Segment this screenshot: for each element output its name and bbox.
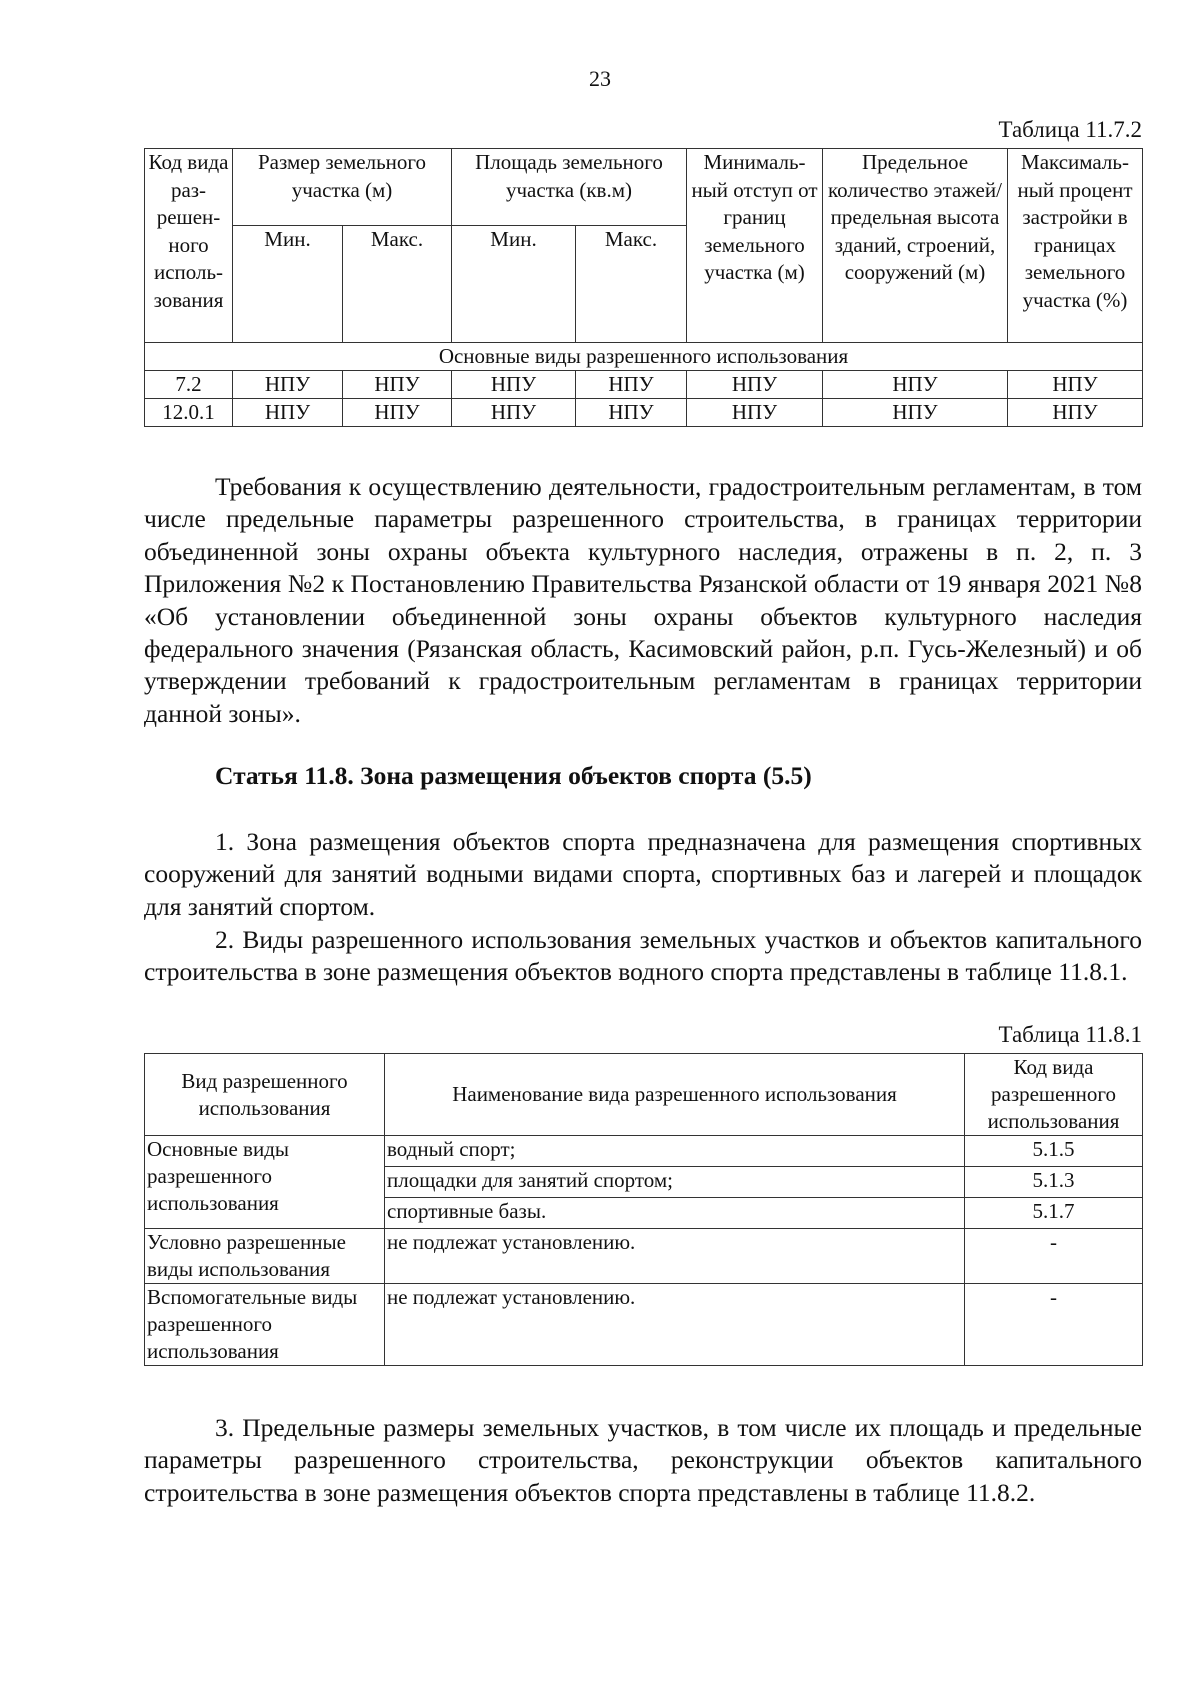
table-11-8-1 [144,1053,1143,1366]
header-name: Наименование вида разрешенного использования [385,1054,965,1136]
table-cell: НПУ [823,399,1008,427]
group-label-conditional: Условно разрешенные виды использования [145,1229,385,1284]
item-name: не подлежат установлению. [385,1284,965,1366]
item-code: - [965,1229,1143,1284]
table-cell: НПУ [576,371,687,399]
header-kind: Вид разрешенного использования [145,1054,385,1136]
table-section-row [145,343,1143,371]
article-heading: Статья 11.8. Зона размещения объектов спорта (5.5) [215,761,812,790]
table-caption-11-8-1: Таблица 11.8.1 [998,1022,1142,1047]
item-code: 5.1.7 [965,1198,1143,1229]
header-code: Код вида раз-решен-ного исполь-зования [145,149,233,343]
row-code: 12.0.1 [145,399,233,427]
item-name: не подлежат установлению. [385,1229,965,1284]
paragraph-1: 1. Зона размещения объектов спорта предназначена для размещения спортивных сооружений для занятий водными видами спорта, спортивных баз и лагерей и площадок для занятий спортом. [144,827,1142,921]
table-row [145,371,1143,399]
header-size: Размер земельного участка (м) [233,149,452,226]
table-cell: НПУ [687,399,823,427]
header-area-min: Мин. [452,226,576,343]
table-11-7-2 [144,148,1143,427]
item-name: водный спорт; [385,1136,965,1167]
table-row [145,1136,1143,1167]
table-cell: НПУ [233,399,343,427]
section-label: Основные виды разрешенного использования [145,343,1143,371]
header-area-max: Макс. [576,226,687,343]
item-code: 5.1.3 [965,1167,1143,1198]
header-size-max: Макс. [343,226,452,343]
table-header-row [145,149,1143,226]
paragraph-requirements: Требования к осуществлению деятельности, градостроительным регламентам, в том числе предельные параметры разрешенного строительства, в границах территории объединенной зоны охраны объекта культурного наследия, отражены в п. 2, п. 3 Приложения №2 к Постановлению Правительства Рязанской области от 19 января 2021 №8 «Об установлении объединенной зоны охраны объектов культурного наследия федерального значения (Рязанская область, Касимовский район, р.п. Гусь-Железный) и об утверждении требований к градостроительным регламентам в границах территории данной зоны». [144,472,1142,728]
header-max-percent: Максималь-ный процент застройки в границах земельного участка (%) [1008,149,1143,343]
table-cell: НПУ [343,371,452,399]
header-area: Площадь земельного участка (кв.м) [452,149,687,226]
table-row [145,399,1143,427]
row-code: 7.2 [145,371,233,399]
paragraph-2: 2. Виды разрешенного использования земельных участков и объектов капитального строительства в зоне размещения объектов водного спорта представлены в таблице 11.8.1. [144,925,1142,987]
group-label-auxiliary: Вспомогательные виды разрешенного использования [145,1284,385,1366]
table-cell: НПУ [1008,399,1143,427]
header-size-min: Мин. [233,226,343,343]
table-caption-11-7-2: Таблица 11.7.2 [998,117,1142,142]
item-code: 5.1.5 [965,1136,1143,1167]
page-number: 23 [589,66,611,91]
table-cell: НПУ [687,371,823,399]
table-cell: НПУ [233,371,343,399]
header-floors: Предельное количество этажей/ предельная высота зданий, строений, сооружений (м) [823,149,1008,343]
paragraph-3: 3. Предельные размеры земельных участков, в том числе их площадь и предельные параметры разрешенного строительства, реконструкции объектов капитального строительства в зоне размещения объектов спорта представлены в таблице 11.8.2. [144,1413,1142,1507]
item-name: спортивные базы. [385,1198,965,1229]
header-min-offset: Минималь-ный отступ от границ земельного участка (м) [687,149,823,343]
table-cell: НПУ [823,371,1008,399]
table-cell: НПУ [343,399,452,427]
table-row [145,1229,1143,1284]
header-code: Код вида разрешенного использования [965,1054,1143,1136]
table-header-row [145,1054,1143,1136]
table-cell: НПУ [576,399,687,427]
item-name: площадки для занятий спортом; [385,1167,965,1198]
table-row [145,1284,1143,1366]
table-cell: НПУ [452,371,576,399]
group-label-main: Основные виды разрешенного использования [145,1136,385,1229]
table-cell: НПУ [1008,371,1143,399]
table-cell: НПУ [452,399,576,427]
item-code: - [965,1284,1143,1366]
